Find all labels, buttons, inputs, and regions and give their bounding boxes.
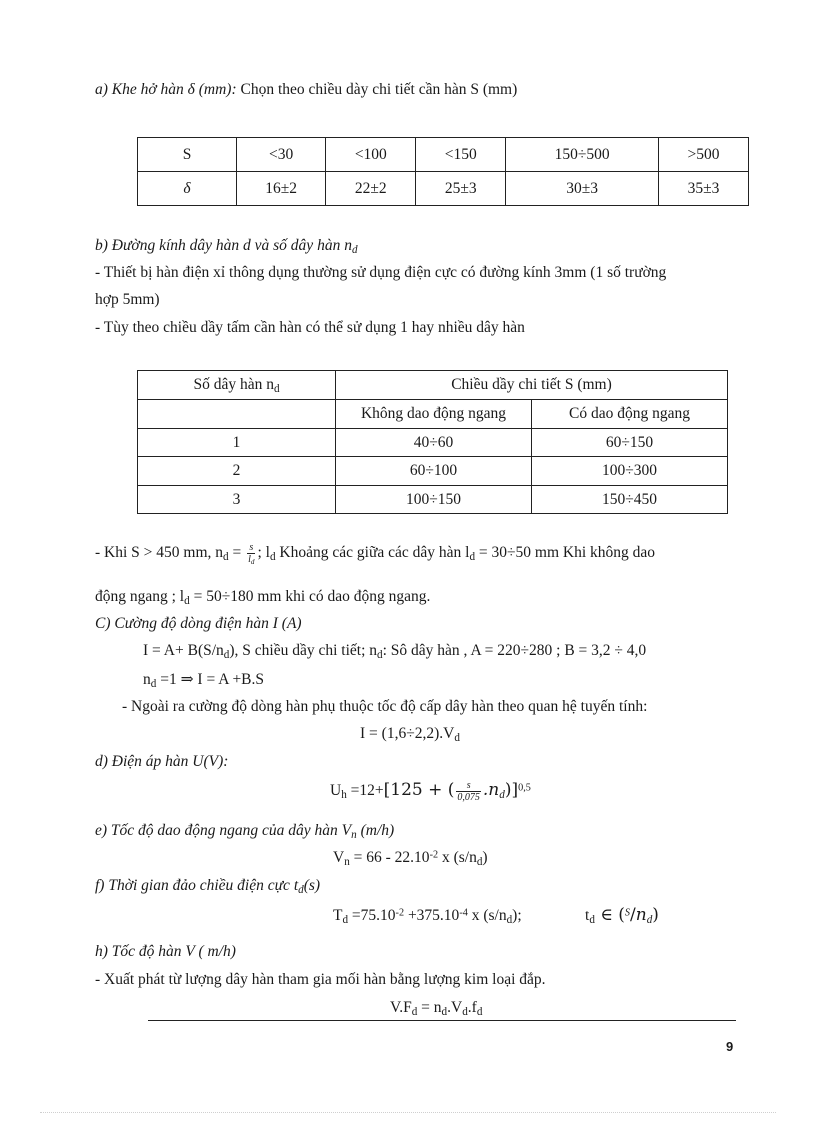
page-boundary (40, 1112, 776, 1113)
section-f-heading: f) Thời gian đảo chiều điện cực $t_d(s)$ (95, 877, 321, 897)
table-header-with-oscillation: Có dao động ngang (532, 400, 728, 429)
table-cell: 30±3 (506, 172, 659, 206)
section-e-heading: e) Tốc độ dao động ngang của dây hàn $V_n$ (m/h) (95, 822, 395, 842)
table-row (138, 138, 749, 172)
voltage-formula: $U_h =12+[125$ + ( $\frac{s}{0,075}$ $.n_d)]^{0,5}$ (330, 780, 531, 803)
section-b-heading: b) Đường kính dây hàn d và số dây hàn $n_d$ (95, 237, 358, 257)
table-cell (138, 400, 336, 429)
table-cell: 40÷60 (336, 429, 532, 457)
table-row (138, 172, 749, 206)
section-b-line-1: - Thiết bị hàn điện xỉ thông dụng thường sử dụng điện cực có đường kính 3mm (1 số trường (95, 264, 667, 281)
footer-rule (148, 1020, 736, 1021)
table-cell: <100 (326, 138, 416, 172)
table-cell: δ (138, 172, 237, 206)
gap-table (137, 137, 749, 206)
table-cell: 60÷150 (532, 429, 728, 457)
table-cell: 16±2 (237, 172, 326, 206)
reversal-time-formula: $T_d =75.10^{-2} +375.10^{-4}$ x $(s/n_d)$; (333, 907, 522, 927)
table-cell: <150 (416, 138, 506, 172)
table-cell: 25±3 (416, 172, 506, 206)
table-header-no-oscillation: Không dao động ngang (336, 400, 532, 429)
table-cell: >500 (658, 138, 748, 172)
nd-paragraph-line-2: động ngang ; $l_d = 50\div 180$ mm khi có dao động ngang. (95, 588, 431, 608)
welding-speed-formula: $V.F_d = n_d.V_d.f_d$ (390, 999, 483, 1019)
table-row (138, 371, 728, 400)
table-cell: 1 (138, 429, 336, 457)
table-cell: S (138, 138, 237, 172)
section-h-heading: h) Tốc độ hàn V ( m/h) (95, 943, 236, 960)
table-cell: 150÷450 (532, 486, 728, 514)
single-wire-formula: $n_d =1$ ⇒ I = A +B.S (143, 671, 265, 691)
current-linear-formula: $I = (1,6\div 2,2).V_d$ (360, 725, 460, 745)
nd-paragraph-line-1: - Khi S > 450 mm, $n_d$ = $\frac{s}{l_d}$ ; $l_d$ Khoảng các giữa các dây hàn $l_d = 30\div 50$ mm Khi không dao (95, 542, 656, 567)
section-h-line-1: - Xuất phát từ lượng dây hàn tham gia mối hàn bằng lượng kim loại đắp. (95, 971, 546, 988)
section-d-heading: d) Điện áp hàn U(V): (95, 753, 229, 770)
table-cell: 3 (138, 486, 336, 514)
table-cell: 100÷300 (532, 457, 728, 486)
table-row (138, 400, 728, 429)
table-row (138, 429, 728, 457)
table-header-wire-count: Số dây hàn $n_d$ (138, 371, 336, 400)
table-cell: 2 (138, 457, 336, 486)
table-cell: 22±2 (326, 172, 416, 206)
section-b-line-2: hợp 5mm) (95, 291, 160, 308)
table-cell: 100÷150 (336, 486, 532, 514)
fraction: $\frac{s}{l_d}$ (248, 542, 255, 567)
table-cell: 35±3 (658, 172, 748, 206)
section-a-heading: a) Khe hở hàn δ (mm): Chọn theo chiều dày chi tiết cần hàn S (mm) (95, 81, 518, 98)
current-dependency-text: - Ngoài ra cường độ dòng hàn phụ thuộc tốc độ cấp dây hàn theo quan hệ tuyến tính: (122, 698, 648, 715)
reversal-time-range: $t_d$ ∈ $(^S/n_d)$ (585, 905, 659, 927)
table-cell: 150÷500 (506, 138, 659, 172)
table-row (138, 457, 728, 486)
table-cell: <30 (237, 138, 326, 172)
oscillation-speed-formula: $V_n = 66 - 22.10^{-2}$ x $(s/n_d)$ (333, 849, 488, 869)
current-formula: $I = A+ B(S/n_d)$, S chiều dầy chi tiết; $n_d$: Sô dây hàn , A = 220÷280 ; B = 3,2 ÷ 4,0 (143, 642, 647, 662)
table-cell: 60÷100 (336, 457, 532, 486)
section-b-line-3: - Tùy theo chiều dầy tấm cần hàn có thể sử dụng 1 hay nhiều dây hàn (95, 319, 525, 336)
section-c-heading: C) Cường độ dòng điện hàn I (A) (95, 615, 302, 632)
table-row (138, 486, 728, 514)
page-number: 9 (726, 1039, 734, 1054)
table-header-thickness: Chiều dầy chi tiết S (mm) (336, 371, 728, 400)
wire-count-table (137, 370, 728, 514)
fraction: $\frac{s}{0,075}$ (457, 780, 480, 803)
